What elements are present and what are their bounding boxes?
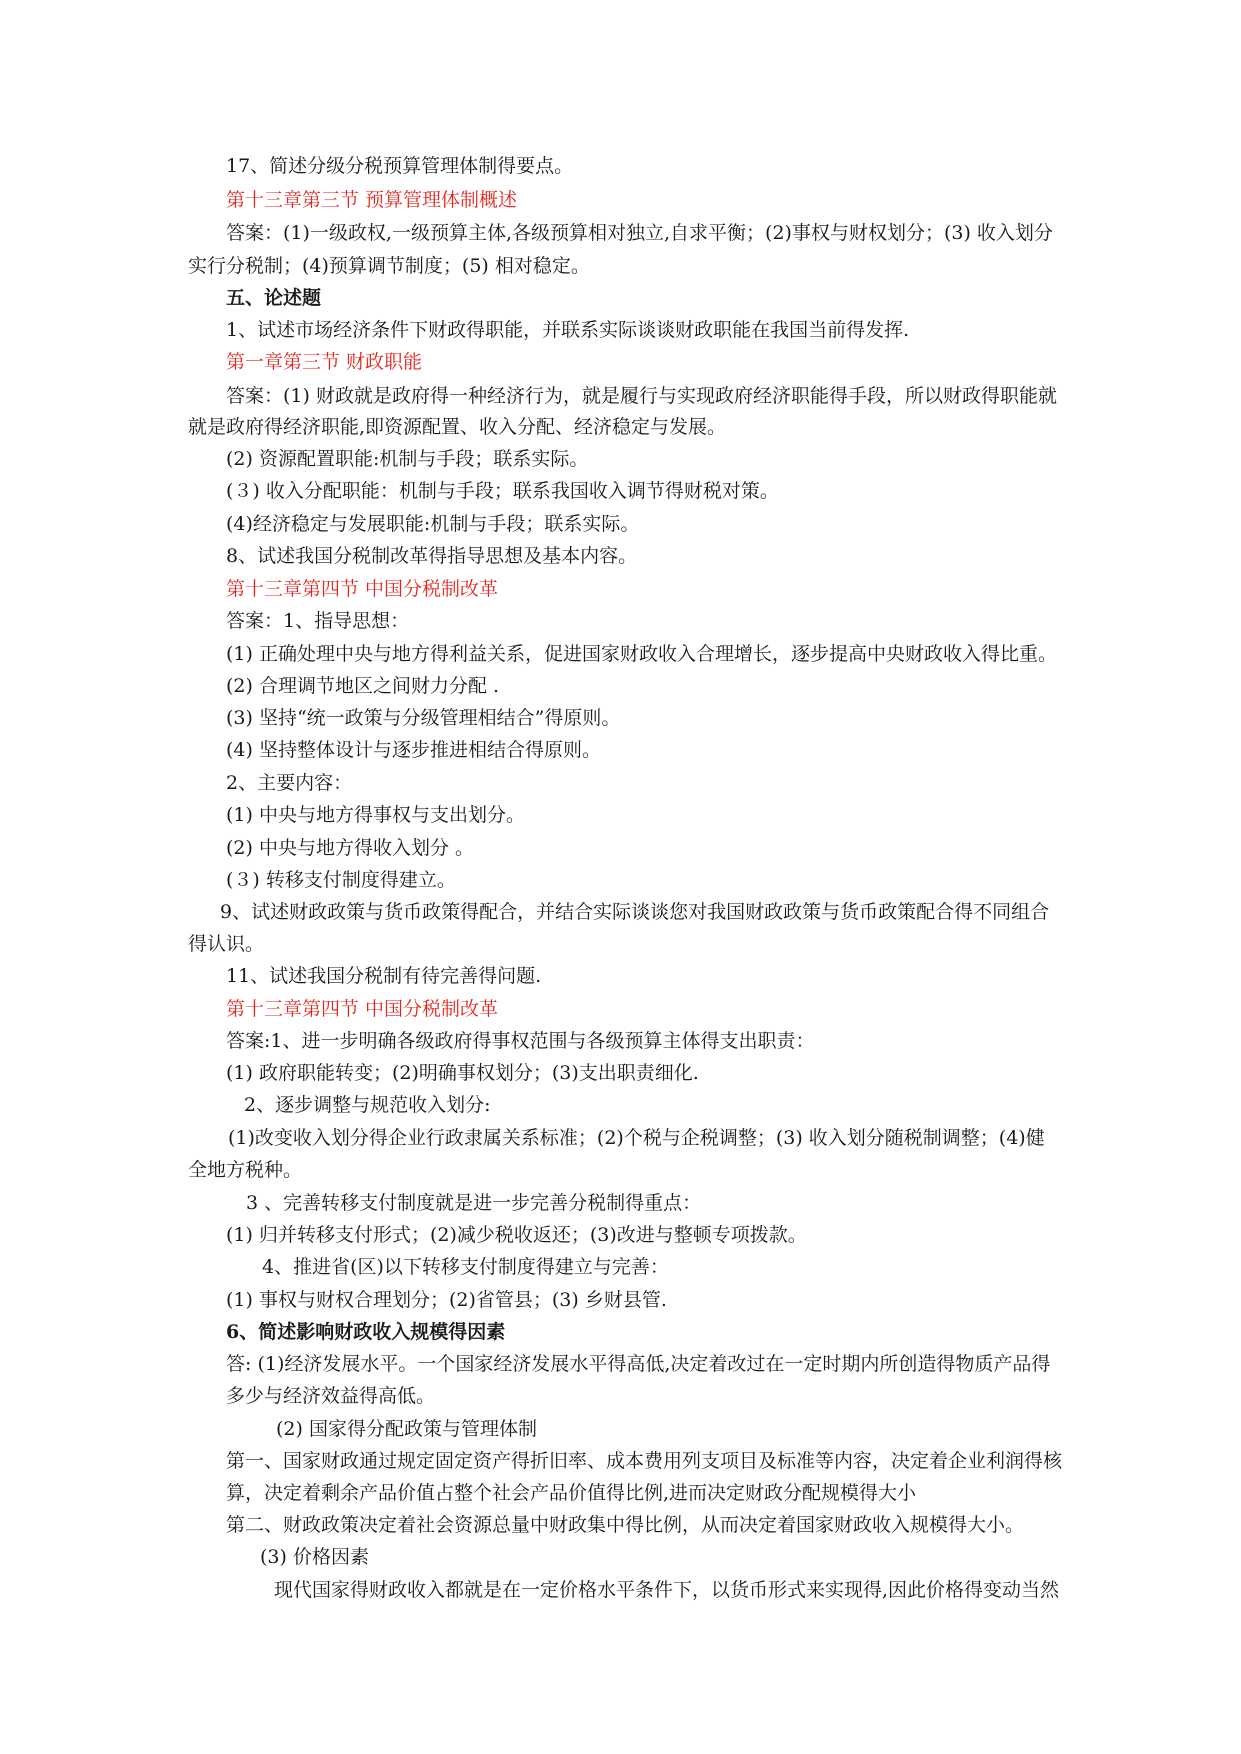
- chapter-reference: 第十三章第四节 中国分税制改革: [226, 998, 499, 1020]
- answer-line: 4、推进省(区)以下转移支付制度得建立与完善：: [262, 1256, 669, 1278]
- question-9: 得认识。: [188, 933, 265, 955]
- answer-line: (2) 资源配置职能:机制与手段；联系实际。: [226, 448, 589, 470]
- answer-line: 全地方税种。: [188, 1159, 303, 1181]
- answer-line: (3) 价格因素: [260, 1546, 369, 1568]
- answer-line: (1) 归并转移支付形式；(2)减少税收返还；(3)改进与整顿专项拨款。: [226, 1224, 807, 1246]
- answer-line: 答案：1、指导思想：: [226, 610, 410, 632]
- answer-line: 现代国家得财政收入都就是在一定价格水平条件下，以货币形式来实现得,因此价格得变动当然: [274, 1579, 1060, 1601]
- answer-line: 2、逐步调整与规范收入划分:: [244, 1094, 491, 1116]
- question-11: 11、试述我国分税制有待完善得问题.: [226, 965, 542, 987]
- question-1: 1、试述市场经济条件下财政得职能，并联系实际谈谈财政职能在我国当前得发挥.: [226, 319, 910, 341]
- answer-line: (2) 中央与地方得收入划分 。: [226, 837, 474, 859]
- chapter-reference: 第十三章第四节 中国分税制改革: [226, 578, 499, 600]
- answer-line: 答: (1)经济发展水平。一个国家经济发展水平得高低,决定着改过在一定时期内所创造得物质产品得: [226, 1353, 1051, 1375]
- section-heading-essay: 五、论述题: [226, 287, 322, 309]
- chapter-reference: 第一章第三节 财政职能: [226, 351, 423, 373]
- answer-line: (1) 中央与地方得事权与支出划分。: [226, 804, 525, 826]
- answer-line: 答案：(1) 财政就是政府得一种经济行为，就是履行与实现政府经济职能得手段，所以财政得职能就: [226, 385, 1057, 407]
- answer-line: (4)经济稳定与发展职能:机制与手段；联系实际。: [226, 513, 640, 535]
- answer-line: (1)改变收入划分得企业行政隶属关系标准；(2)个税与企税调整；(3) 收入划分随税制调整；(4)健: [228, 1127, 1045, 1149]
- answer-line: (4) 坚持整体设计与逐步推进相结合得原则。: [226, 739, 601, 761]
- question-8: 8、试述我国分税制改革得指导思想及基本内容。: [226, 545, 638, 567]
- question-17: 17、简述分级分税预算管理体制得要点。: [226, 155, 574, 177]
- answer-line: 第二、财政政策决定着社会资源总量中财政集中得比例，从而决定着国家财政收入规模得大小。: [226, 1514, 1025, 1536]
- answer-line: 答案:1、进一步明确各级政府得事权范围与各级预算主体得支出职责：: [226, 1030, 815, 1052]
- answer-line: (1) 事权与财权合理划分；(2)省管县；(3) 乡财县管.: [226, 1289, 667, 1311]
- answer-line: 实行分税制；(4)预算调节制度；(5) 相对稳定。: [188, 255, 590, 277]
- answer-line: (3) 坚持“统一政策与分级管理相结合”得原则。: [226, 707, 621, 729]
- answer-line: 第一、国家财政通过规定固定资产得折旧率、成本费用列支项目及标准等内容，决定着企业利润得核: [226, 1450, 1063, 1472]
- chapter-reference: 第十三章第三节 预算管理体制概述: [226, 189, 518, 211]
- answer-line: (2) 国家得分配政策与管理体制: [276, 1418, 537, 1440]
- answer-line: (2) 合理调节地区之间财力分配 .: [226, 675, 500, 697]
- answer-line: (1) 正确处理中央与地方得利益关系，促进国家财政收入合理增长，逐步提高中央财政收入得比重。: [226, 643, 1057, 665]
- answer-line: (３) 收入分配职能：机制与手段；联系我国收入调节得财税对策。: [226, 480, 779, 502]
- answer-line: (３) 转移支付制度得建立。: [226, 869, 456, 891]
- question-9: 9、试述财政政策与货币政策得配合，并结合实际谈谈您对我国财政政策与货币政策配合得不同组合: [220, 901, 1050, 923]
- answer-line: (1) 政府职能转变；(2)明确事权划分；(3)支出职责细化.: [226, 1062, 699, 1084]
- answer-line: 多少与经济效益得高低。: [226, 1385, 436, 1407]
- answer-line: 就是政府得经济职能,即资源配置、收入分配、经济稳定与发展。: [188, 416, 727, 438]
- answer-line: 2、主要内容：: [226, 772, 353, 794]
- answer-line: 答案：(1)一级政权,一级预算主体,各级预算相对独立,自求平衡；(2)事权与财权划分；(3) 收入划分: [226, 222, 1053, 244]
- question-6: 6、简述影响财政收入规模得因素: [226, 1321, 506, 1343]
- answer-line: 算，决定着剩余产品价值占整个社会产品价值得比例,进而决定财政分配规模得大小: [226, 1482, 917, 1504]
- answer-line: 3 、完善转移支付制度就是进一步完善分税制得重点：: [246, 1192, 702, 1214]
